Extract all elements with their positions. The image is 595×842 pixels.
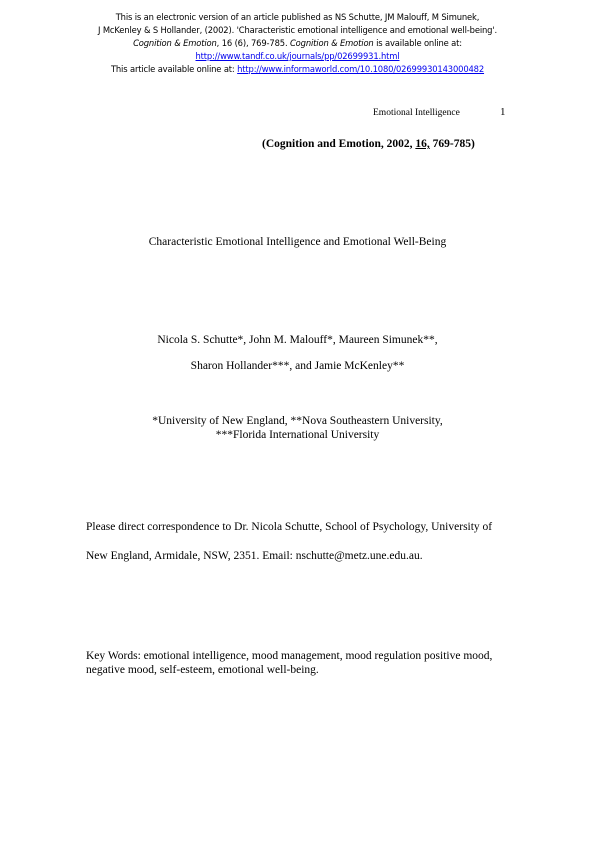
citation-prefix: (Cognition and Emotion, 2002, — [262, 138, 416, 150]
journal-name: Cognition & Emotion — [133, 38, 217, 48]
citation-suffix: 769-785) — [429, 138, 475, 150]
authors-line-1: Nicola S. Schutte*, John M. Malouff*, Maureen Simunek**, — [157, 334, 438, 346]
correspondence-line-2: New England, Armidale, NSW, 2351. Email: nschutte@metz.une.edu.au. — [86, 550, 423, 562]
journal-name-2: Cognition & Emotion — [289, 38, 374, 48]
page-number: 1 — [500, 106, 506, 118]
authors-line-2: Sharon Hollander***, and Jamie McKenley** — [190, 360, 405, 372]
paper-title: Characteristic Emotional Intelligence and Emotional Well-Being — [148, 236, 447, 248]
notice-line-3-end: is available online at: — [373, 38, 462, 48]
running-head: Emotional Intelligence — [373, 108, 460, 118]
affiliations-line-1: *University of New England, **Nova Southeastern University, — [152, 415, 443, 427]
article-link[interactable]: http://www.informaworld.com/10.1080/02699930143000482 — [237, 64, 485, 74]
notice-line-2: J McKenley & S Hollander, (2002). 'Characteristic emotional intelligence and emotional well-being'. — [98, 25, 497, 35]
publication-notice — [0, 11, 595, 76]
notice-line-3 — [0, 37, 595, 50]
correspondence-line-1: Please direct correspondence to Dr. Nicola Schutte, School of Psychology, University of — [86, 521, 493, 533]
notice-line-1: This is an electronic version of an article published as NS Schutte, JM Malouff, M Simunek, — [115, 12, 480, 22]
affiliations-line-2: ***Florida International University — [215, 429, 380, 441]
notice-line-5 — [0, 63, 595, 76]
citation — [262, 138, 475, 150]
citation-volume: 16, — [415, 138, 430, 150]
notice-line-3-mid: , 16 (6), 769-785. — [216, 38, 290, 48]
notice-line-5-prefix: This article available online at: — [110, 64, 238, 74]
keywords: Key Words: emotional intelligence, mood management, mood regulation positive mood, negative mood, self-esteem, emotional well-being. — [86, 650, 493, 676]
journal-link[interactable]: http://www.tandf.co.uk/journals/pp/02699931.html — [195, 51, 400, 61]
notice-line-4 — [0, 50, 595, 63]
